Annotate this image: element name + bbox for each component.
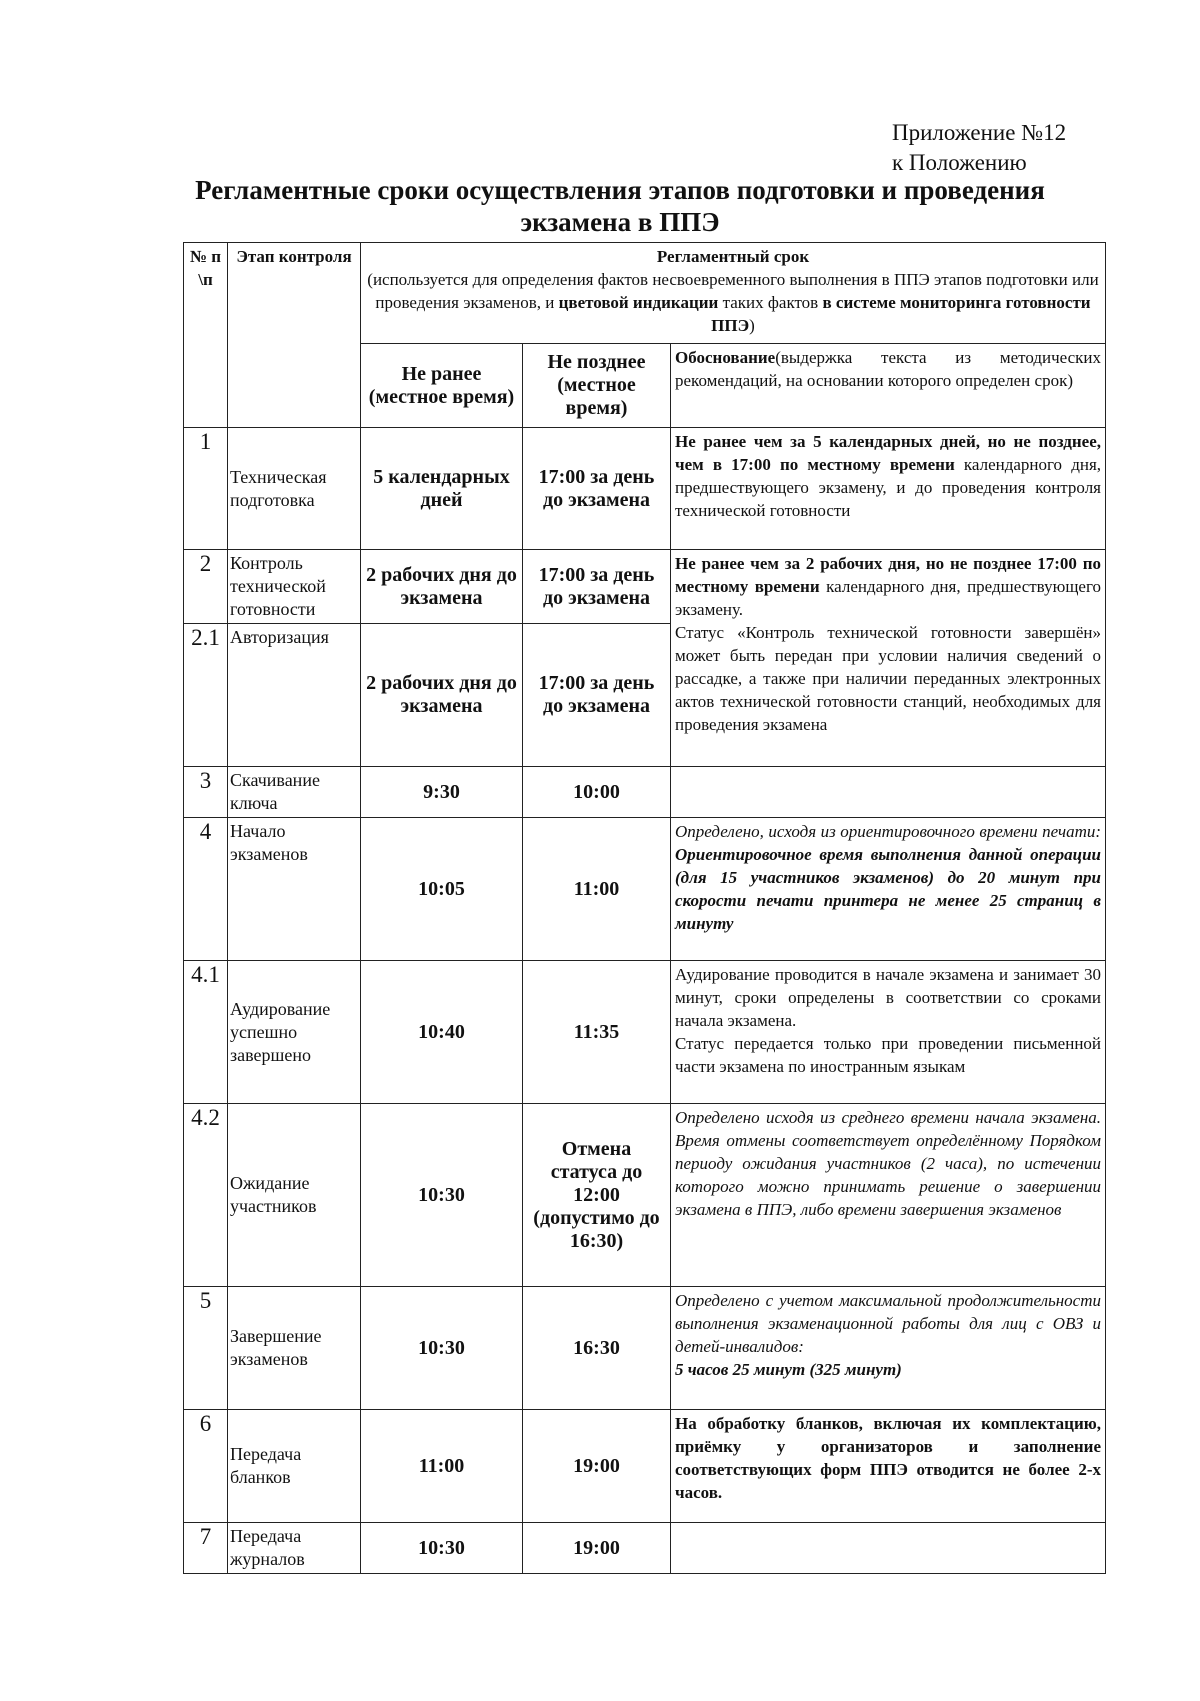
table-row: [184, 550, 1106, 624]
header-basis: Обоснование(выдержка текста из методических рекомендаций, на основании которого определен срок): [671, 344, 1106, 428]
row-number: 5: [184, 1287, 228, 1410]
appendix-header: [892, 118, 1066, 178]
not-earlier-value: 5 календарных дней: [361, 428, 523, 550]
not-later-value: 16:30: [523, 1287, 671, 1410]
not-earlier-value: 10:30: [361, 1104, 523, 1287]
not-later-value: 11:00: [523, 818, 671, 961]
basis-text: На обработку бланков, включая их комплектацию, приёмку у организаторов и заполнение соответствующих форм ППЭ отводится не более 2-х часов.: [671, 1410, 1106, 1523]
row-number: 3: [184, 767, 228, 818]
stage-name: Техническая подготовка: [228, 428, 361, 550]
table-row: [184, 1287, 1106, 1410]
basis-text: Аудирование проводится в начале экзамена и занимает 30 минут, сроки определены в соответствии со сроками начала экзамена. Статус передается только при проведении письменной части экзамена по иностранным языкам: [671, 961, 1106, 1104]
not-later-value: 17:00 за день до экзамена: [523, 624, 671, 767]
stage-name: Завершение экзаменов: [228, 1287, 361, 1410]
header-not-earlier: Не ранее (местное время): [361, 344, 523, 428]
stage-name: Начало экзаменов: [228, 818, 361, 961]
not-later-value: 10:00: [523, 767, 671, 818]
not-later-value: 11:35: [523, 961, 671, 1104]
table-row: [184, 767, 1106, 818]
not-later-value: 17:00 за день до экзамена: [523, 428, 671, 550]
not-earlier-value: 9:30: [361, 767, 523, 818]
not-later-value: Отмена статуса до 12:00 (допустимо до 16:30): [523, 1104, 671, 1287]
row-number: 7: [184, 1523, 228, 1574]
table-row: [184, 961, 1106, 1104]
basis-text: Не ранее чем за 5 календарных дней, но не позднее, чем в 17:00 по местному времени календарного дня, предшествующего экзамену, и до проведения контроля технической готовности: [671, 428, 1106, 550]
row-number: 2: [184, 550, 228, 624]
not-earlier-value: 10:30: [361, 1287, 523, 1410]
stage-name: Контроль технической готовности: [228, 550, 361, 624]
header-deadline-desc: (используется для определения фактов несвоевременного выполнения в ППЭ этапов подготовки или проведения экзаменов, и цветовой индикации таких фактов в системе мониторинга готовности ППЭ): [367, 270, 1099, 335]
not-earlier-value: 10:05: [361, 818, 523, 961]
header-row: [184, 243, 1106, 344]
appendix-reference: к Положению: [892, 150, 1027, 175]
not-later-value: 19:00: [523, 1523, 671, 1574]
header-deadline: [361, 243, 1106, 344]
basis-text: Не ранее чем за 2 рабочих дня, но не позднее 17:00 по местному времени календарного дня, предшествующего экзамену. Статус «Контроль технической готовности завершён» может быть передан при условии наличия сведений о рассадке, а также при наличии переданных электронных актов технической готовности станций, необходимых для проведения экзамена: [671, 550, 1106, 767]
not-earlier-value: 10:40: [361, 961, 523, 1104]
stage-name: Передача журналов: [228, 1523, 361, 1574]
not-later-value: 17:00 за день до экзамена: [523, 550, 671, 624]
not-later-value: 19:00: [523, 1410, 671, 1523]
basis-text: [671, 1523, 1106, 1574]
stage-name: Ожидание участников: [228, 1104, 361, 1287]
row-number: 1: [184, 428, 228, 550]
row-number: 6: [184, 1410, 228, 1523]
header-not-later: Не позднее (местное время): [523, 344, 671, 428]
not-earlier-value: 10:30: [361, 1523, 523, 1574]
table-row: [184, 1410, 1106, 1523]
row-number: 4.2: [184, 1104, 228, 1287]
stage-name: Скачивание ключа: [228, 767, 361, 818]
row-number: 2.1: [184, 624, 228, 767]
header-deadline-title: Регламентный срок: [656, 247, 810, 266]
document-title: Регламентные сроки осуществления этапов подготовки и проведения экзамена в ППЭ: [195, 175, 1045, 237]
table-row: [184, 1523, 1106, 1574]
header-num: № п \п: [184, 243, 228, 428]
basis-text: [671, 767, 1106, 818]
basis-text: Определено, исходя из ориентировочного времени печати: Ориентировочное время выполнения данной операции (для 15 участников экзаменов) до 20 минут при скорости печати принтера не менее 25 страниц в минуту: [671, 818, 1106, 961]
table-row: [184, 1104, 1106, 1287]
row-number: 4.1: [184, 961, 228, 1104]
basis-text: Определено с учетом максимальной продолжительности выполнения экзаменационной работы для лиц с ОВЗ и детей-инвалидов: 5 часов 25 минут (325 минут): [671, 1287, 1106, 1410]
not-earlier-value: 11:00: [361, 1410, 523, 1523]
stage-name: Авторизация: [228, 624, 361, 767]
basis-text: Определено исходя из среднего времени начала экзамена. Время отмены соответствует определённому Порядком периоду ожидания участников (2 часа), по истечении которого можно принимать решение о завершении экзамена в ППЭ, либо времени завершения экзаменов: [671, 1104, 1106, 1287]
row-number: 4: [184, 818, 228, 961]
basis-text-2-1: Статус «Контроль технической готовности завершён» может быть передан при условии наличия сведений о рассадке, а также при наличии переданных электронных актов технической готовности станций, необходимых для проведения экзамена: [675, 623, 1102, 734]
stage-name: Аудирование успешно завершено: [228, 961, 361, 1104]
deadlines-table: [183, 242, 1106, 1574]
stage-name: Передача бланков: [228, 1410, 361, 1523]
not-earlier-value: 2 рабочих дня до экзамена: [361, 624, 523, 767]
appendix-number: Приложение №12: [892, 120, 1067, 145]
header-stage: Этап контроля: [228, 243, 361, 428]
table-row: [184, 428, 1106, 550]
table-row: [184, 818, 1106, 961]
not-earlier-value: 2 рабочих дня до экзамена: [361, 550, 523, 624]
